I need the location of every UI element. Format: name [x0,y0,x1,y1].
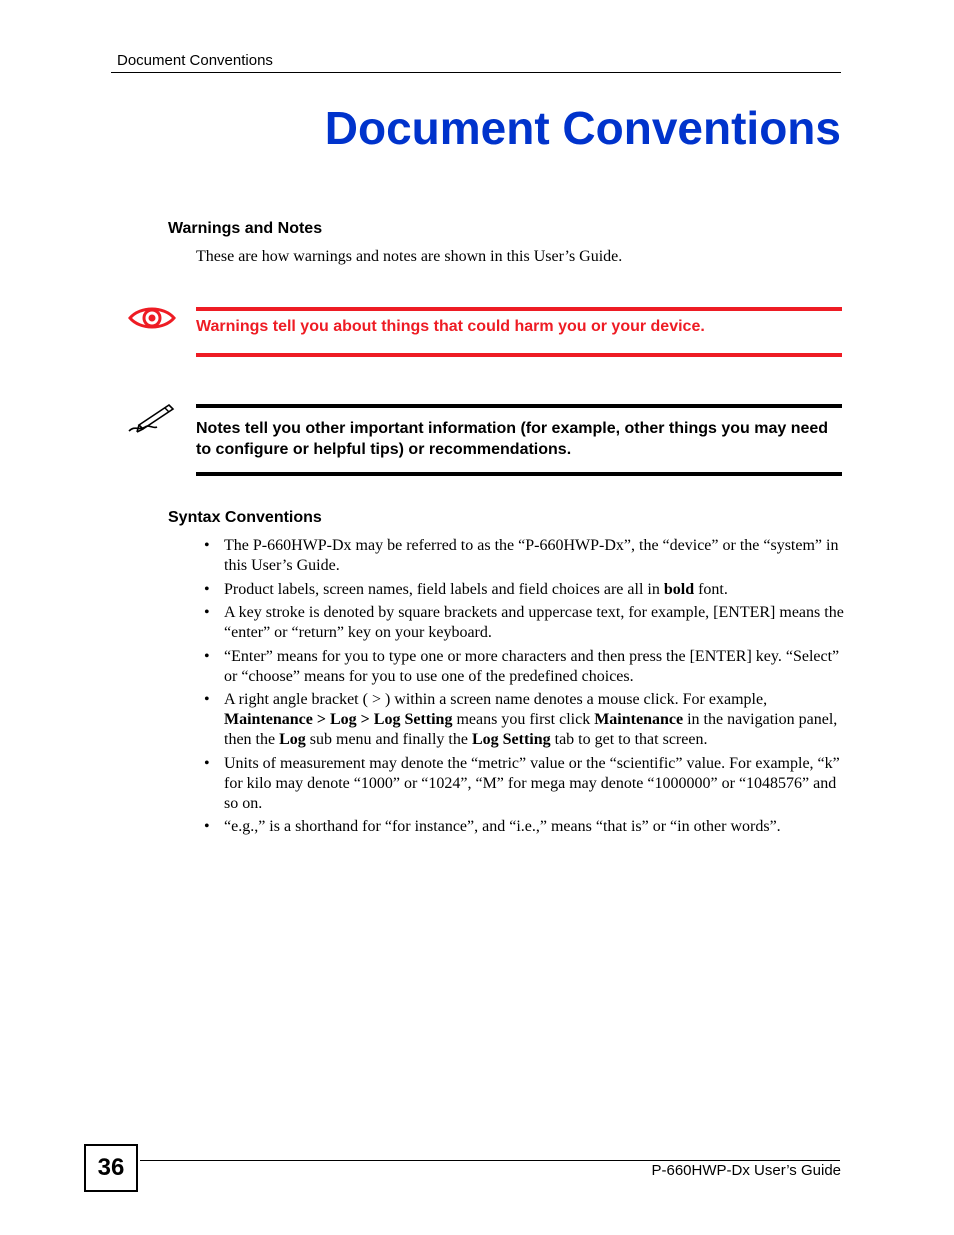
footer-divider [140,1160,840,1161]
running-header: Document Conventions [117,52,273,69]
note-bottom-rule [196,472,842,476]
list-item: • “e.g.,” is a shorthand for “for instance”, and “i.e.,” means “that is” or “in other words”. [204,818,781,835]
bullet: • [204,604,210,621]
list-item: • The P-660HWP-Dx may be referred to as the “P-660HWP-Dx”, the “device” or the “system” in this User’s Guide. [204,537,839,574]
list-item: • Units of measurement may denote the “metric” value or the “scientific” value. For example, “k” for kilo may denote “1000” or “1024”, “M” for mega may denote “1000000” or “1048576” and so on. [204,754,840,812]
warnings-intro-text: These are how warnings and notes are shown in this User’s Guide. [196,248,623,265]
bullet: • [204,818,210,835]
syntax-conventions-list [204,536,844,841]
bullet: • [204,691,210,708]
warning-top-rule [196,307,842,311]
list-item: • “Enter” means for you to type one or more characters and then press the [ENTER] key. “Select” or “choose” means for you to use one of the predefined choices. [204,647,840,685]
page-number: 36 [84,1144,138,1192]
warning-bottom-rule [196,353,842,357]
section-heading-warnings: Warnings and Notes [168,220,323,237]
page-title: Document Conventions [324,102,841,154]
list-item: • A key stroke is denoted by square brackets and uppercase text, for example, [ENTER] means the “enter” or “return” key on your keyboard. [204,604,844,641]
note-text: Notes tell you other important information (for example, other things you may need to configure or helpful tips) or recommendations. [196,420,829,458]
bullet: • [204,537,210,554]
pen-note-icon [125,401,175,440]
warning-text: Warnings tell you about things that could harm you or your device. [196,318,705,335]
eye-warning-icon [128,304,176,337]
list-item: • Product labels, screen names, field labels and field choices are all in bold font. [204,580,728,598]
section-heading-syntax: Syntax Conventions [168,509,322,526]
bullet: • [204,754,210,772]
note-top-rule [196,404,842,408]
bullet: • [204,647,210,665]
bullet: • [204,580,210,598]
footer-guide-title: P-660HWP-Dx User’s Guide [651,1162,841,1179]
list-item: • A right angle bracket ( > ) within a screen name denotes a mouse click. For example, Maintenance > Log > Log Setting means you first click Maintenance in the navigation panel, then the Log sub menu and finally the Log Setting tab to get to that screen. [204,691,838,748]
header-divider [111,72,841,73]
